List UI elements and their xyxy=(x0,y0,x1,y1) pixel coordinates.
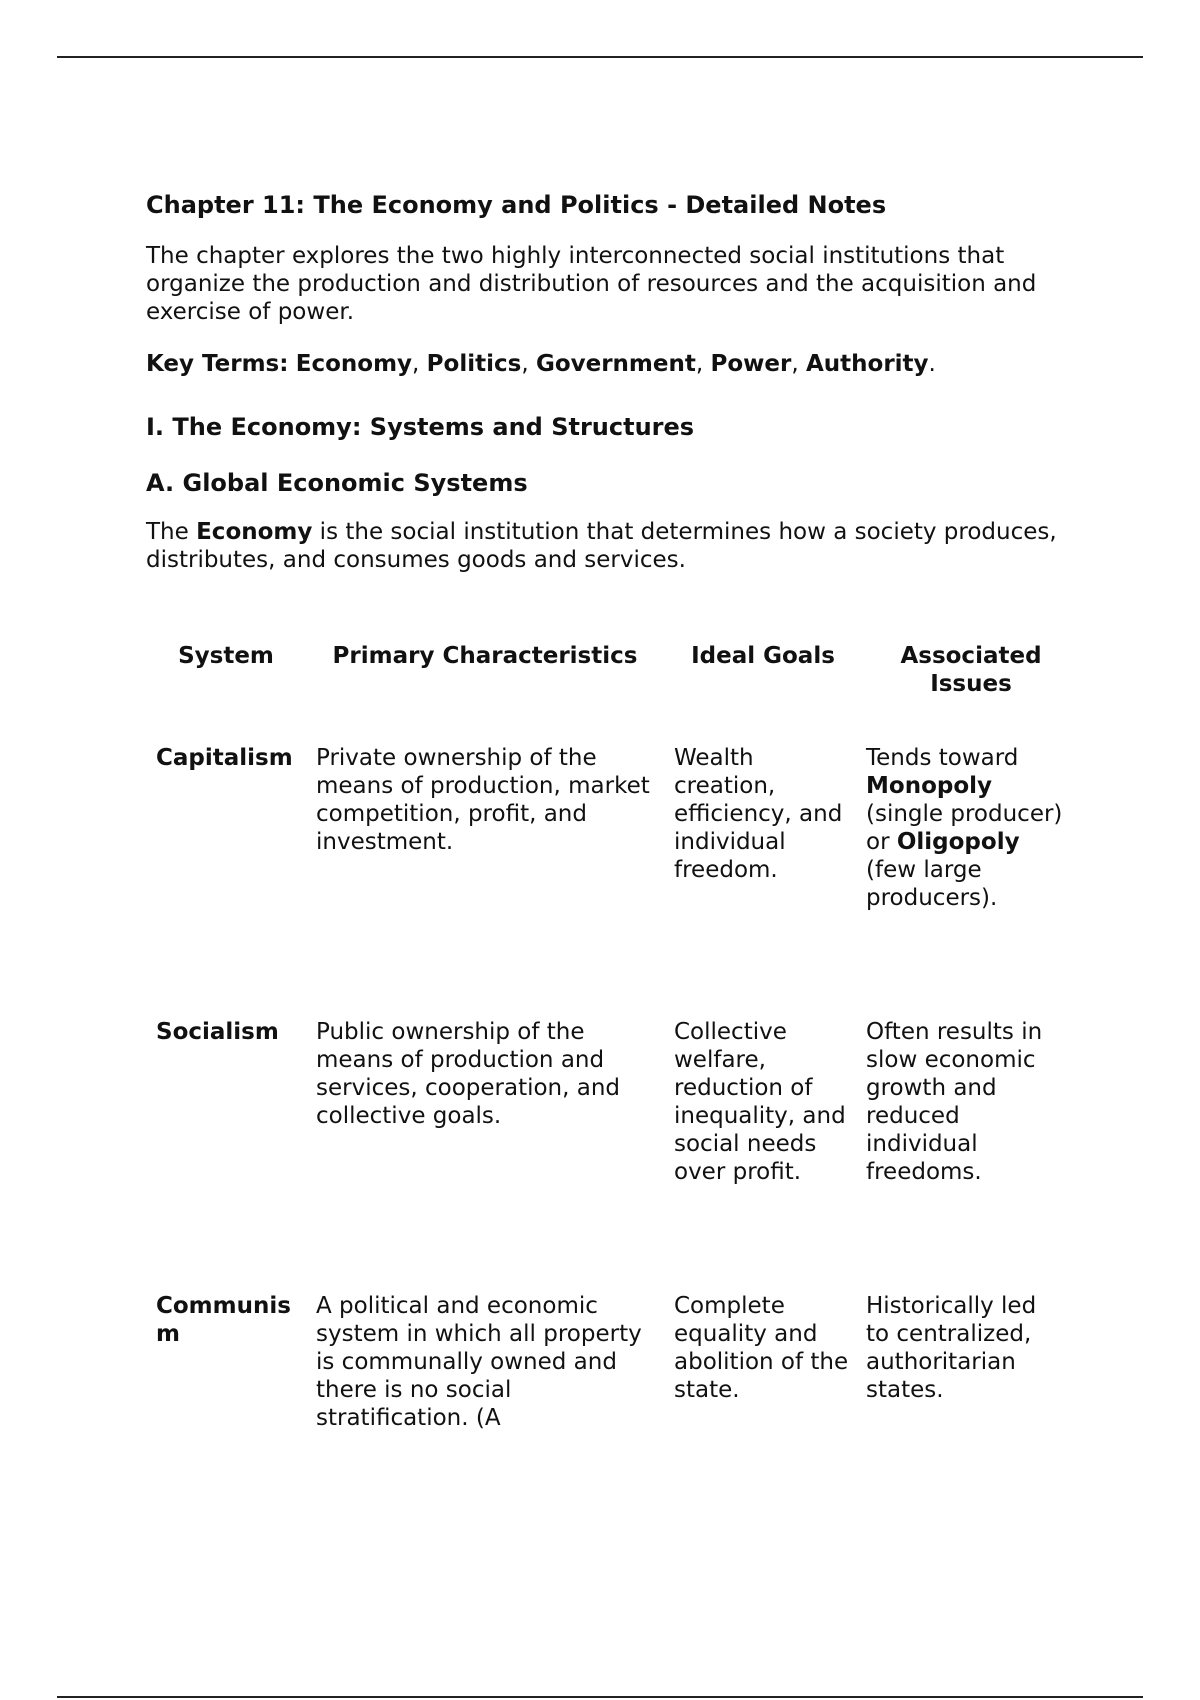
key-terms-label: Key Terms: xyxy=(146,351,289,377)
system-name: Socialism xyxy=(156,1019,279,1045)
characteristics-cell: Public ownership of the means of production and services, cooperation, and collective goals. xyxy=(316,1019,621,1129)
header-system: System xyxy=(178,643,274,669)
issues-term: Oligopoly xyxy=(896,829,1020,855)
table-header-row xyxy=(146,638,1080,736)
key-term: Government xyxy=(535,351,696,377)
key-term: Economy xyxy=(295,351,413,377)
table-row xyxy=(146,1284,1080,1492)
characteristics-cell: Private ownership of the means of production, market competition, profit, and investment. xyxy=(316,745,650,855)
issues-cell: Tends toward Monopoly (single producer) or Oligopoly (few large producers). xyxy=(866,745,1063,911)
key-terms-line: Key Terms: Economy, Politics, Government, Power, Authority. xyxy=(146,351,936,377)
table-row xyxy=(146,736,1080,1010)
system-name: Communism xyxy=(156,1293,291,1347)
key-term: Authority xyxy=(805,351,929,377)
bottom-rule xyxy=(57,1696,1143,1698)
subsection-heading: A. Global Economic Systems xyxy=(146,469,528,497)
intro-paragraph: The chapter explores the two highly interconnected social institutions that organize the production and distribution of resources and the acquisition and exercise of power. xyxy=(146,243,1037,325)
issues-cell: Often results in slow economic growth and reduced individual freedoms. xyxy=(866,1019,1043,1185)
economy-definition: The Economy is the social institution that determines how a society produces, distributes, and consumes goods and services. xyxy=(146,519,1057,573)
page-title: Chapter 11: The Economy and Politics - Detailed Notes xyxy=(146,191,887,219)
header-issues: Associated Issues xyxy=(900,643,1042,697)
economic-systems-table xyxy=(146,638,1080,1492)
definition-term: Economy xyxy=(196,519,313,545)
system-name: Capitalism xyxy=(156,745,293,771)
issues-cell: Historically led to centralized, authoritarian states. xyxy=(866,1293,1037,1403)
header-characteristics: Primary Characteristics xyxy=(332,643,638,669)
goals-cell: Collective welfare, reduction of inequality, and social needs over profit. xyxy=(674,1019,846,1185)
goals-cell: Wealth creation, efficiency, and individual freedom. xyxy=(674,745,843,883)
key-term: Power xyxy=(710,351,792,377)
document-body xyxy=(146,190,1096,574)
key-term: Politics xyxy=(426,351,522,377)
table-row xyxy=(146,1010,1080,1284)
header-goals: Ideal Goals xyxy=(691,643,835,669)
characteristics-cell: A political and economic system in which all property is communally owned and there is no social stratification. (A xyxy=(316,1293,642,1431)
goals-cell: Complete equality and abolition of the state. xyxy=(674,1293,849,1403)
issues-term: Monopoly xyxy=(866,773,993,799)
top-rule xyxy=(57,56,1143,58)
section-heading: I. The Economy: Systems and Structures xyxy=(146,413,695,441)
